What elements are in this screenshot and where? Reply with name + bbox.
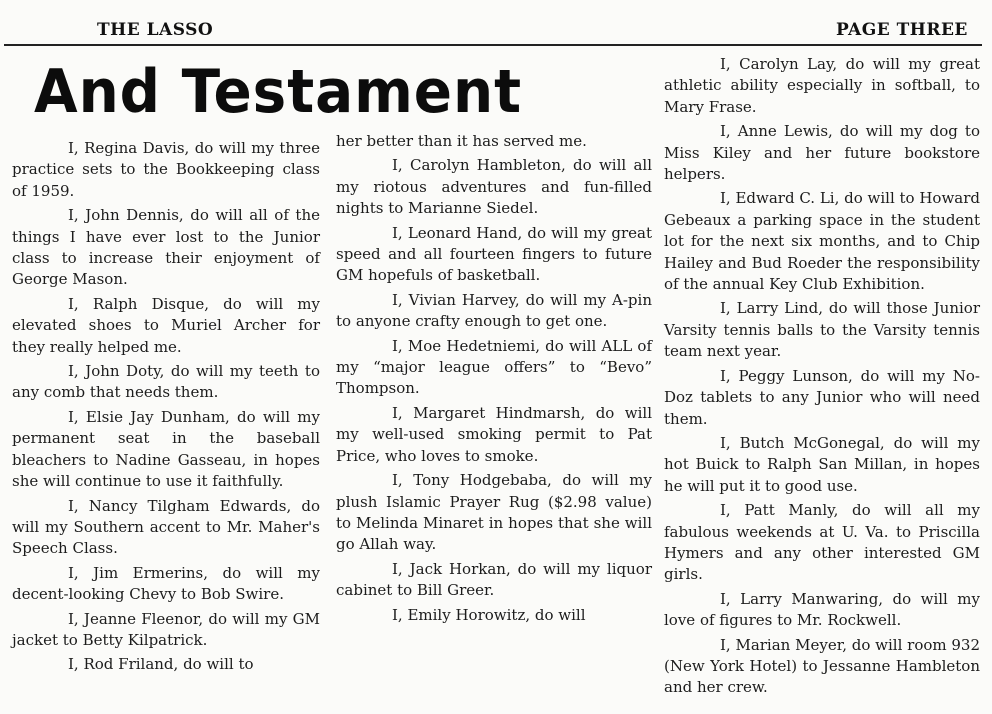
will-entry: I, Nancy Tilgham Edwards, do will my Southern accent to Mr. Maher's Speech Class. (12, 496, 320, 558)
will-entry: I, Elsie Jay Dunham, do will my permanent seat in the baseball bleachers to Nadine Gasseau, in hopes she will continue to use it faithfully. (12, 407, 320, 491)
will-entry: I, Patt Manly, do will all my fabulous weekends at U. Va. to Priscilla Hymers and any other interested GM girls. (664, 501, 980, 584)
will-entry: I, Emily Horowitz, do will (392, 605, 586, 624)
will-entry: I, John Dennis, do will all of the things I have ever lost to the Junior class to increase their enjoyment of George Mason. (12, 206, 320, 289)
will-entry: I, Larry Lind, do will those Junior Varsity tennis balls to the Varsity tennis team next year. (664, 299, 980, 361)
will-entry: I, Carolyn Lay, do will my great athletic ability especially in softball, to Mary Frase. (664, 55, 980, 116)
will-entry: I, Jeanne Fleenor, do will my GM jacket to Betty Kilpatrick. (12, 609, 320, 649)
will-entry: I, Regina Davis, do will my three practice sets to the Bookkeeping class of 1959. (12, 139, 320, 200)
will-entry: I, Anne Lewis, do will my dog to Miss Kiley and her future bookstore helpers. (664, 122, 980, 184)
will-entry-continued: her better than it has served me. (336, 132, 587, 150)
will-entry: I, Margaret Hindmarsh, do will my well-used smoking permit to Pat Price, who loves to smoke. (336, 403, 652, 465)
will-entry: I, Edward C. Li, do will to Howard Gebeaux a parking space in the student lot for the next six months, and to Chip Hailey and Bud Roeder the responsibility of the annual Key Club Exhibition. (664, 189, 981, 294)
will-entry: I, Marian Meyer, do will room 932 (New York Hotel) to Jessanne Hambleton and her crew. (664, 635, 981, 697)
column-2 (336, 131, 652, 629)
column-3 (664, 54, 980, 702)
will-entry: I, Moe Hedetniemi, do will ALL of my “major league offers” to “Bevo” Thompson. (336, 336, 652, 398)
headline: And Testament (34, 57, 522, 127)
will-entry: I, Peggy Lunson, do will my No-Doz tablets to any Junior who will need them. (664, 366, 980, 428)
will-entry: I, Jack Horkan, do will my liquor cabinet to Bill Greer. (336, 559, 652, 600)
will-entry: I, John Doty, do will my teeth to any comb that needs them. (12, 362, 320, 402)
newspaper-name: THE LASSO (97, 20, 214, 40)
will-entry: I, Tony Hodgebaba, do will my plush Islamic Prayer Rug ($2.98 value) to Melinda Minaret in hopes that she will go Allah way. (336, 471, 652, 554)
will-entry: I, Larry Manwaring, do will my love of figures to Mr. Rockwell. (664, 589, 980, 630)
will-entry: I, Rod Friland, do will to (68, 655, 254, 674)
will-entry: I, Carolyn Hambleton, do will all my riotous adventures and fun-filled nights to Marianne Siedel. (336, 156, 652, 218)
will-entry: I, Leonard Hand, do will my great speed and all fourteen fingers to future GM hopefuls of basketball. (336, 223, 652, 285)
page-number: PAGE THREE (836, 20, 968, 40)
will-entry: I, Ralph Disque, do will my elevated shoes to Muriel Archer for they really helped me. (12, 294, 320, 356)
column-1 (12, 138, 320, 679)
will-entry: I, Butch McGonegal, do will my hot Buick to Ralph San Millan, in hopes he will put it to good use. (664, 433, 980, 495)
will-entry: I, Vivian Harvey, do will my A-pin to anyone crafty enough to get one. (336, 290, 652, 331)
will-entry: I, Jim Ermerins, do will my decent-looking Chevy to Bob Swire. (12, 563, 320, 604)
header-rule (4, 44, 982, 46)
